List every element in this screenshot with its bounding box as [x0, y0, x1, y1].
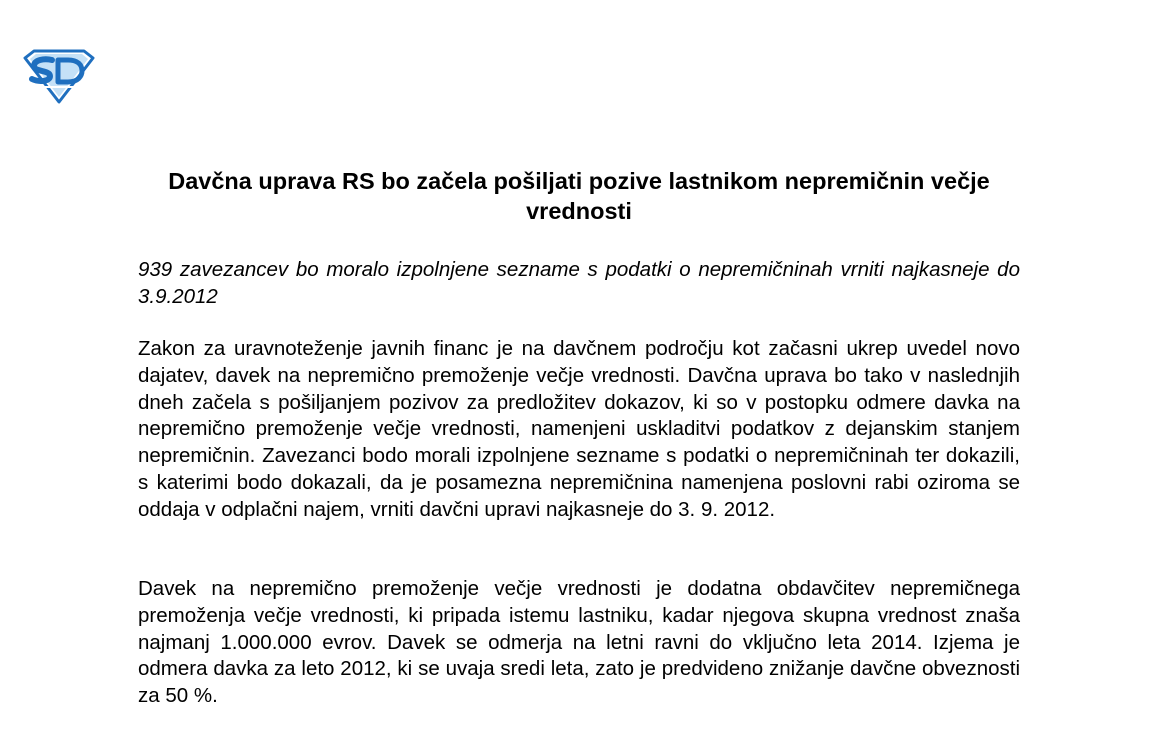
sd-logo-icon [22, 48, 96, 104]
document-lead: 939 zavezancev bo moralo izpolnjene sezname s podatki o nepremičninah vrniti najkasneje do 3.9.2012 [138, 258, 1020, 308]
paragraph-2: Davek na nepremično premoženje večje vrednosti je dodatna obdavčitev nepremičnega premoženja večje vrednosti, ki pripada istemu lastniku, kadar njegova skupna vrednost znaša najmanj 1.000.000 evrov. Davek se odmerja na letni ravni do vključno leta 2014. Izjema je odmera davka za leto 2012, ki se uvaja sredi leta, zato je predvideno znižanje davčne obveznosti za 50 %. [138, 577, 1020, 708]
document-title: Davčna uprava RS bo začela pošiljati pozive lastnikom nepremičnin večje vrednosti [168, 168, 990, 224]
paragraph-1: Zakon za uravnoteženje javnih financ je na davčnem področju kot začasni ukrep uvedel novo dajatev, davek na nepremično premoženje večje vrednosti. Davčna uprava bo tako v naslednjih dneh začela s pošiljanjem pozivov za predložitev dokazov, ki so v postopku odmere davka na nepremično premoženje večje vrednosti, namenjeni uskladitvi podatkov z dejanskim stanjem nepremičnin. Zavezanci bodo morali izpolnjene sezname s podatki o nepremičninah ter dokazili, s katerimi bodo dokazali, da je posamezna nepremičnina namenjena poslovni rabi oziroma se oddaja v odplačni najem, vrniti davčni upravi najkasneje do 3. 9. 2012. [138, 337, 1020, 521]
